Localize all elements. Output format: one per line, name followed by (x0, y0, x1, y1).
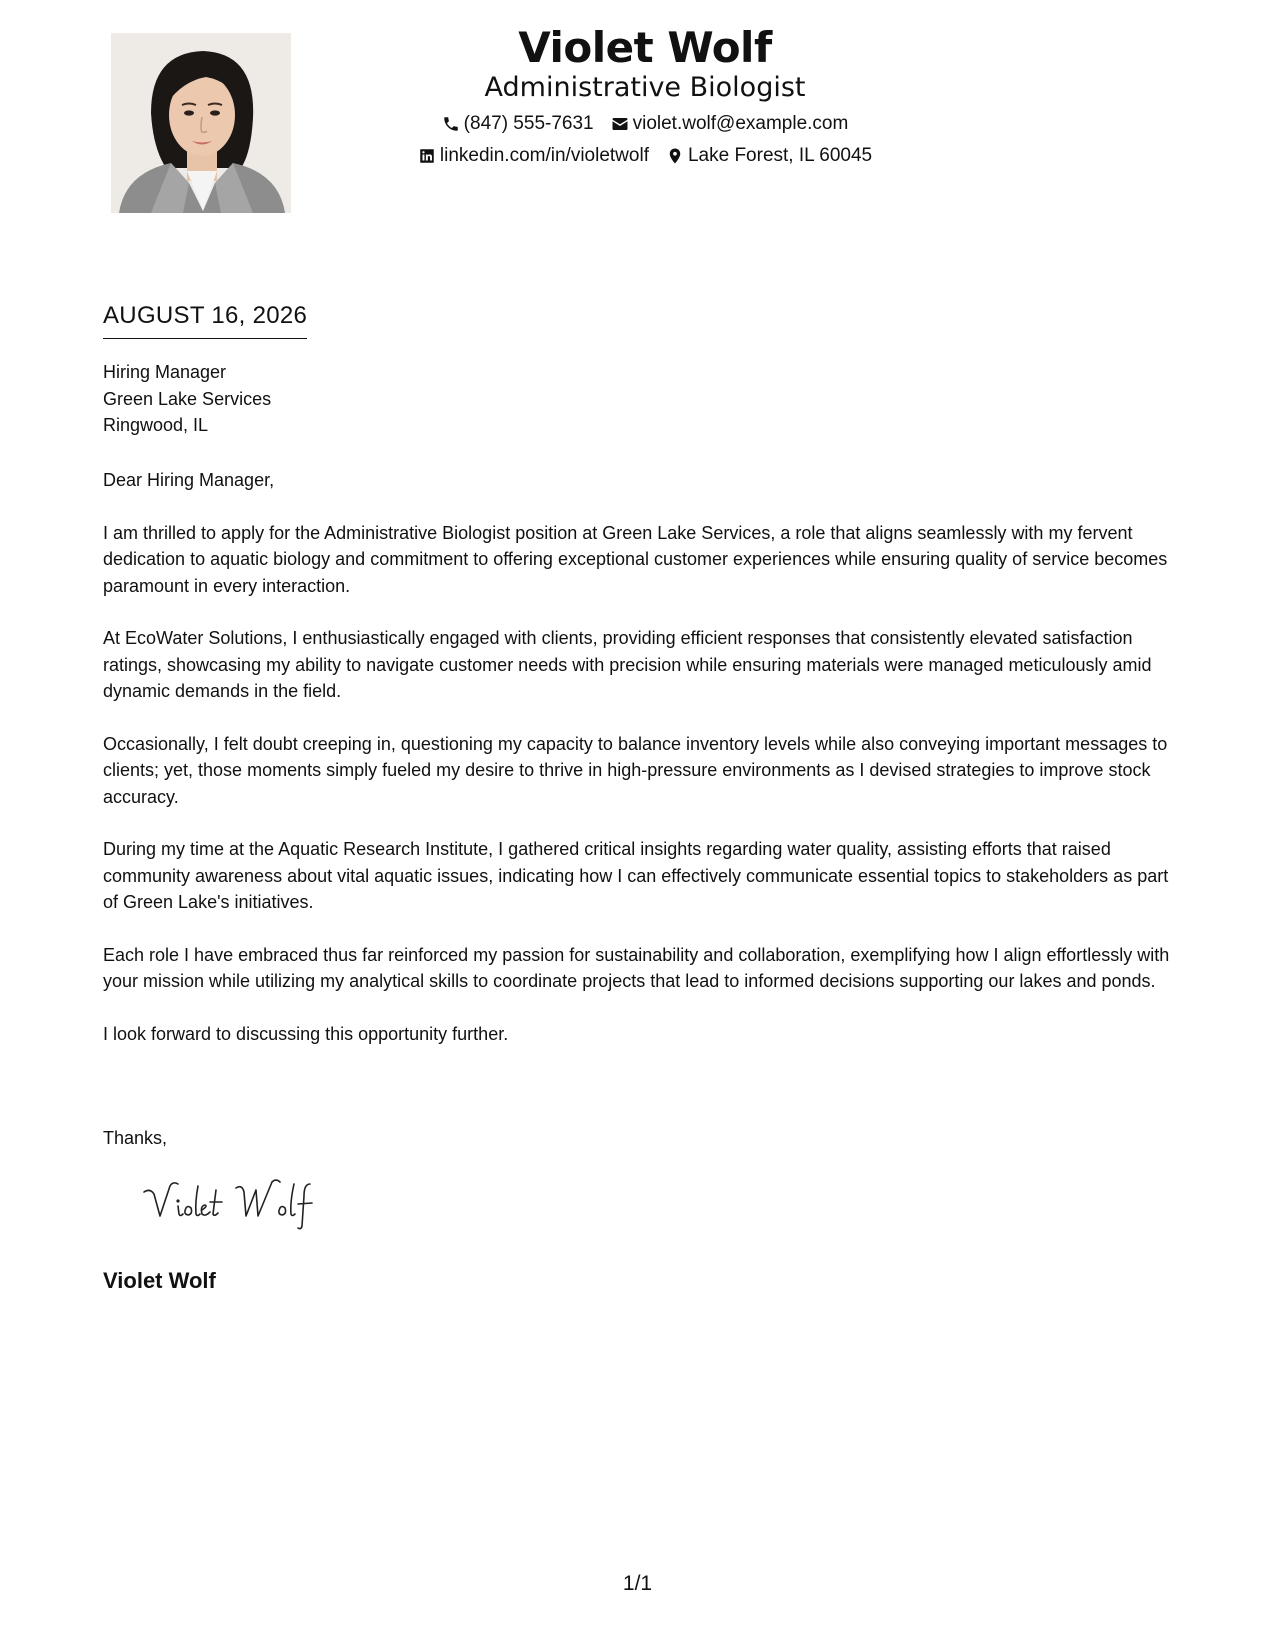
contact-location (666, 143, 872, 169)
contact-linkedin[interactable] (418, 143, 649, 169)
contact-row-primary (330, 111, 960, 137)
envelope-icon (611, 115, 629, 133)
header (330, 20, 960, 169)
job-title: Administrative Biologist (484, 72, 806, 103)
closing: Thanks, (103, 1128, 168, 1148)
contact-row-secondary (330, 143, 960, 169)
letter-date: AUGUST 16, 2026 (103, 300, 307, 339)
paragraph-2: At EcoWater Solutions, I enthusiastically engaged with clients, providing efficient responses that consistently elevated satisfaction ratings, showcasing my ability to navigate customer needs with precision while ensuring materials were managed meticulously amid dynamic demands in the field. (103, 628, 1152, 701)
contact-email[interactable] (611, 111, 849, 137)
page-number: 1/1 (622, 1572, 653, 1595)
handwritten-signature (140, 1172, 340, 1232)
paragraph-4: During my time at the Aquatic Research Institute, I gathered critical insights regarding water quality, assisting efforts that raised community awareness about vital aquatic issues, indicating how I can effectively communicate essential topics to stakeholders as part of Green Lake's initiatives. (103, 839, 1169, 912)
paragraph-3: Occasionally, I felt doubt creeping in, questioning my capacity to balance inventory levels while also conveying important messages to clients; yet, those moments simply fueled my desire to thrive in high-pressure environments as I devised strategies to improve stock accuracy. (103, 733, 1168, 807)
location-text: Lake Forest, IL 60045 (687, 145, 873, 166)
linkedin-icon (418, 147, 436, 165)
profile-photo (111, 33, 291, 213)
candidate-name: Violet Wolf (518, 23, 772, 72)
phone-icon (442, 115, 460, 133)
contact-phone[interactable] (442, 111, 594, 137)
email-address: violet.wolf@example.com (632, 113, 849, 134)
recipient-title: Hiring Manager (103, 362, 227, 382)
letter-body (103, 467, 1183, 1073)
linkedin-url: linkedin.com/in/violetwolf (439, 145, 649, 166)
recipient-location: Ringwood, IL (103, 415, 209, 435)
phone-number: (847) 555-7631 (463, 113, 594, 134)
paragraph-6: I look forward to discussing this opportunity further. (103, 1023, 509, 1044)
salutation: Dear Hiring Manager, (103, 470, 275, 490)
paragraph-5: Each role I have embraced thus far reinforced my passion for sustainability and collaboration, exemplifying how I align effortlessly with your mission while utilizing my analytical skills to coordinate projects that lead to informed decisions supporting our lakes and ponds. (103, 944, 1170, 991)
recipient-block (103, 359, 271, 439)
recipient-company: Green Lake Services (103, 388, 272, 409)
map-pin-icon (666, 147, 684, 165)
paragraph-1: I am thrilled to apply for the Administrative Biologist position at Green Lake Services, a role that aligns seamlessly with my fervent dedication to aquatic biology and commitment to offering exceptional customer experiences while ensuring quality of service becomes paramount in every interaction. (103, 522, 1168, 596)
signer-name: Violet Wolf (103, 1268, 216, 1293)
